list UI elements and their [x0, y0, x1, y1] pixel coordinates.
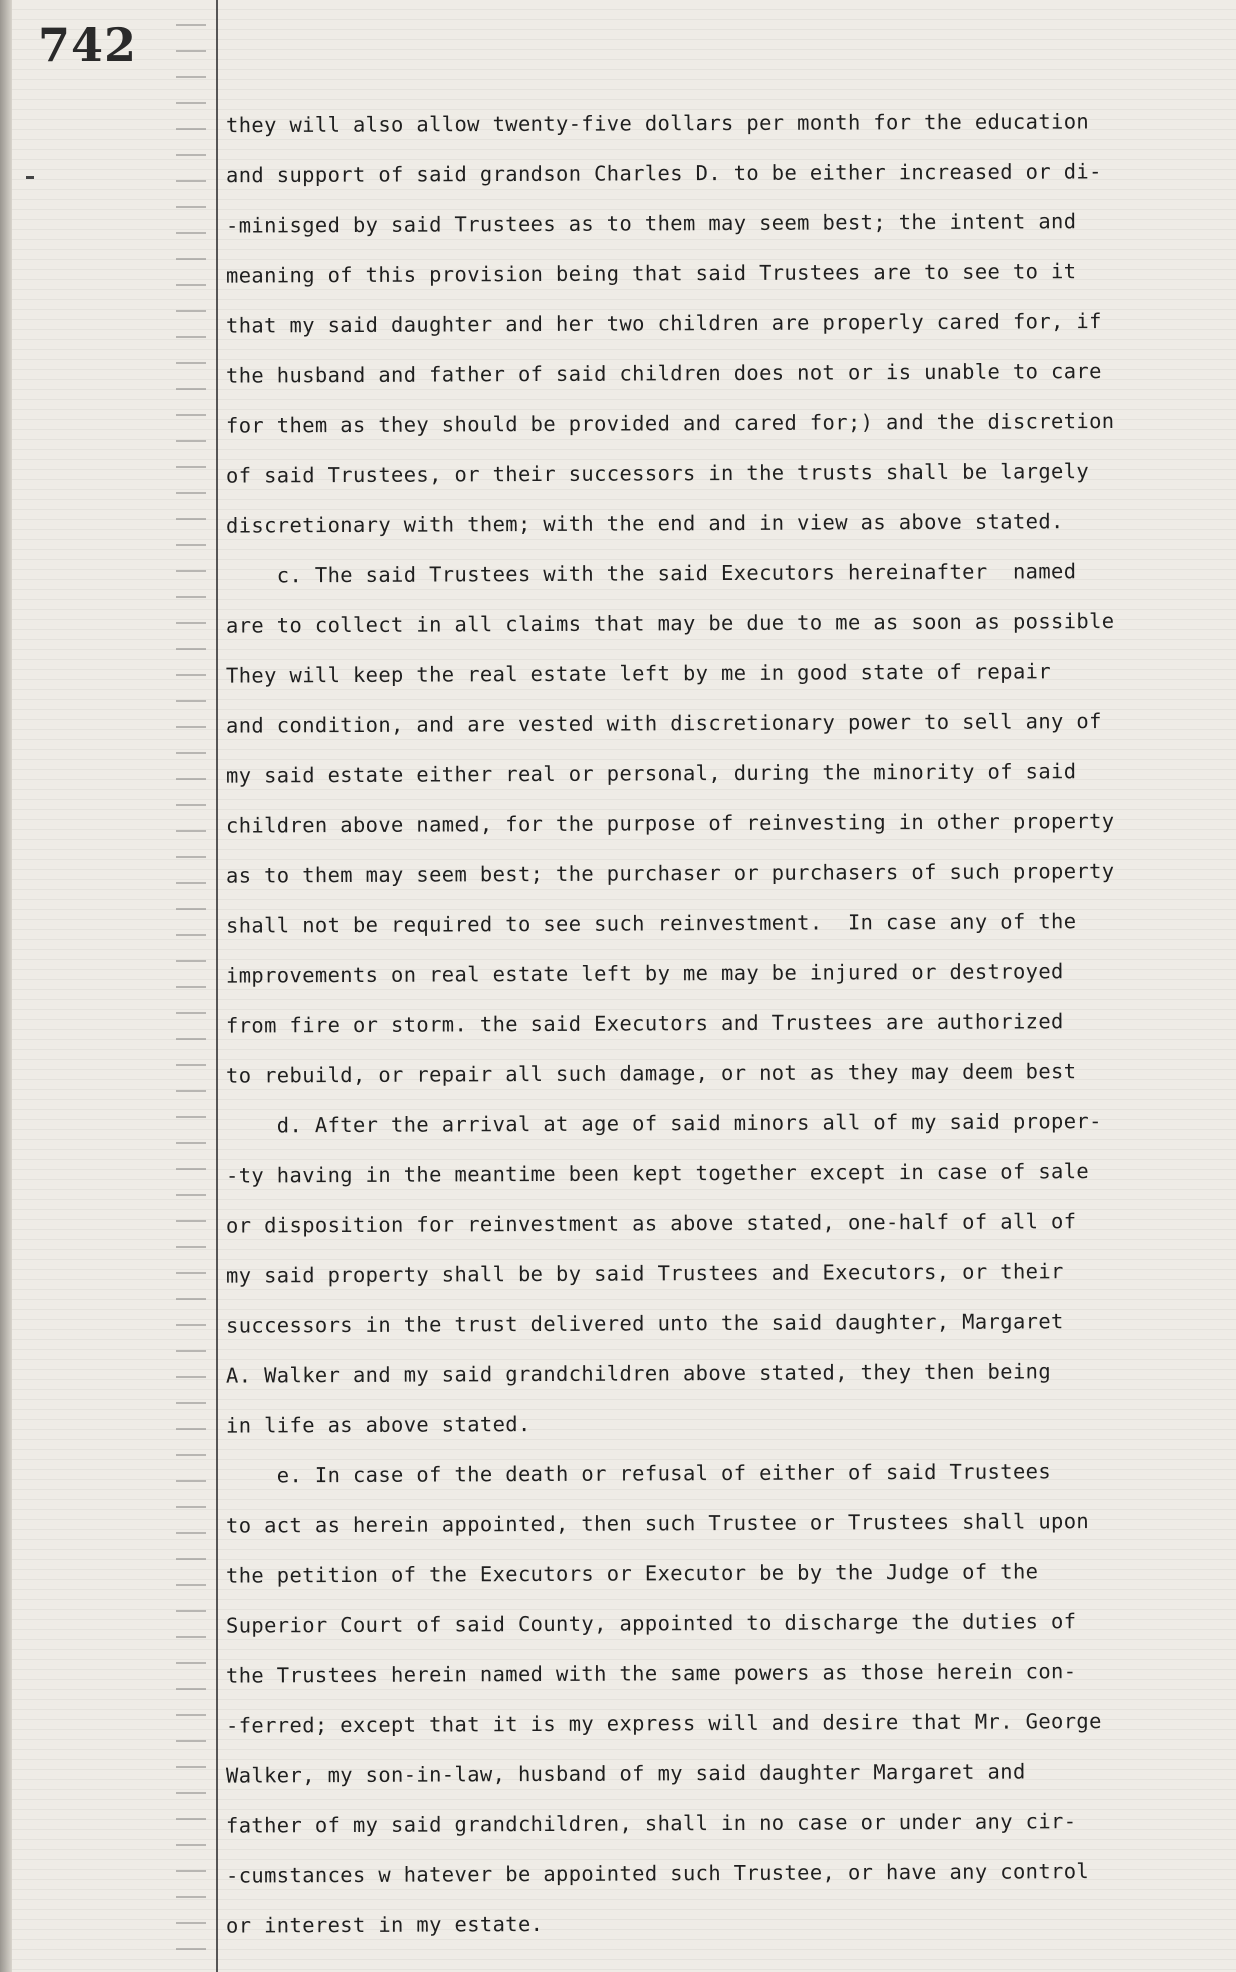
text-line: as to them may seem best; the purchaser or purchasers of such property	[225, 858, 1115, 888]
text-line: the husband and father of said children does not or is unable to care	[225, 359, 1102, 388]
page-number: 742	[38, 18, 138, 72]
margin-rule-line	[216, 0, 218, 1972]
text-line: from fire or storm. the said Executors and Trustees are authorized	[225, 1009, 1064, 1038]
text-line: in life as above stated.	[225, 1412, 531, 1438]
text-line: Superior Court of said County, appointed to discharge the duties of	[225, 1609, 1077, 1638]
text-line: the petition of the Executors or Executor be by the Judge of the	[225, 1559, 1039, 1588]
text-line: and support of said grandson Charles D. to be either increased or di-	[225, 159, 1102, 188]
text-line: shall not be required to see such reinvestment. In case any of the	[225, 909, 1077, 938]
text-line: -cumstances w hatever be appointed such Trustee, or have any control	[225, 1859, 1090, 1888]
text-line: to act as herein appointed, then such Trustee or Trustees shall upon	[225, 1509, 1090, 1538]
text-line: discretionary with them; with the end and in view as above stated.	[225, 509, 1064, 538]
text-line: d. After the arrival at age of said minors all of my said proper-	[225, 1109, 1102, 1138]
text-line: for them as they should be provided and cared for;) and the discretion	[225, 408, 1115, 438]
text-line: -ferred; except that it is my express will and desire that Mr. George	[225, 1709, 1102, 1738]
text-line: my said estate either real or personal, during the minority of said	[225, 759, 1077, 788]
typed-text-block	[226, 98, 1226, 1948]
text-line: They will keep the real estate left by me in good state of repair	[225, 659, 1052, 688]
text-line: c. The said Trustees with the said Executors hereinafter named	[225, 559, 1077, 588]
text-line: e. In case of the death or refusal of either of said Trustees	[225, 1459, 1052, 1488]
text-line: the Trustees herein named with the same powers as those herein con-	[225, 1659, 1077, 1688]
text-line: to rebuild, or repair all such damage, or not as they may deem best	[225, 1059, 1077, 1088]
text-line: and condition, and are vested with discretionary power to sell any of	[225, 709, 1102, 738]
text-line: are to collect in all claims that may be due to me as soon as possible	[225, 608, 1115, 638]
page-binding-edge	[0, 0, 12, 1972]
text-line: Walker, my son-in-law, husband of my said daughter Margaret and	[225, 1759, 1026, 1788]
text-line: -minisged by said Trustees as to them may seem best; the intent and	[225, 209, 1077, 238]
text-line: -ty having in the meantime been kept together except in case of sale	[225, 1159, 1090, 1188]
margin-tick-mark	[26, 176, 34, 179]
text-line: father of my said grandchildren, shall in no case or under any cir-	[225, 1809, 1077, 1838]
margin-guide-marks	[176, 0, 206, 1972]
text-line: or interest in my estate.	[225, 1911, 544, 1938]
text-line: that my said daughter and her two children are properly cared for, if	[225, 309, 1102, 338]
text-line: my said property shall be by said Trustees and Executors, or their	[225, 1259, 1064, 1288]
text-line: A. Walker and my said grandchildren above stated, they then being	[225, 1359, 1052, 1388]
text-line: meaning of this provision being that said Trustees are to see to it	[225, 259, 1077, 288]
text-line: improvements on real estate left by me may be injured or destroyed	[225, 959, 1064, 988]
text-line: children above named, for the purpose of reinvesting in other property	[225, 808, 1115, 838]
text-line: successors in the trust delivered unto the said daughter, Margaret	[225, 1309, 1064, 1338]
text-line: or disposition for reinvestment as above stated, one-half of all of	[225, 1209, 1077, 1238]
text-line: they will also allow twenty-five dollars per month for the education	[225, 109, 1090, 138]
text-line: of said Trustees, or their successors in the trusts shall be largely	[225, 459, 1090, 488]
